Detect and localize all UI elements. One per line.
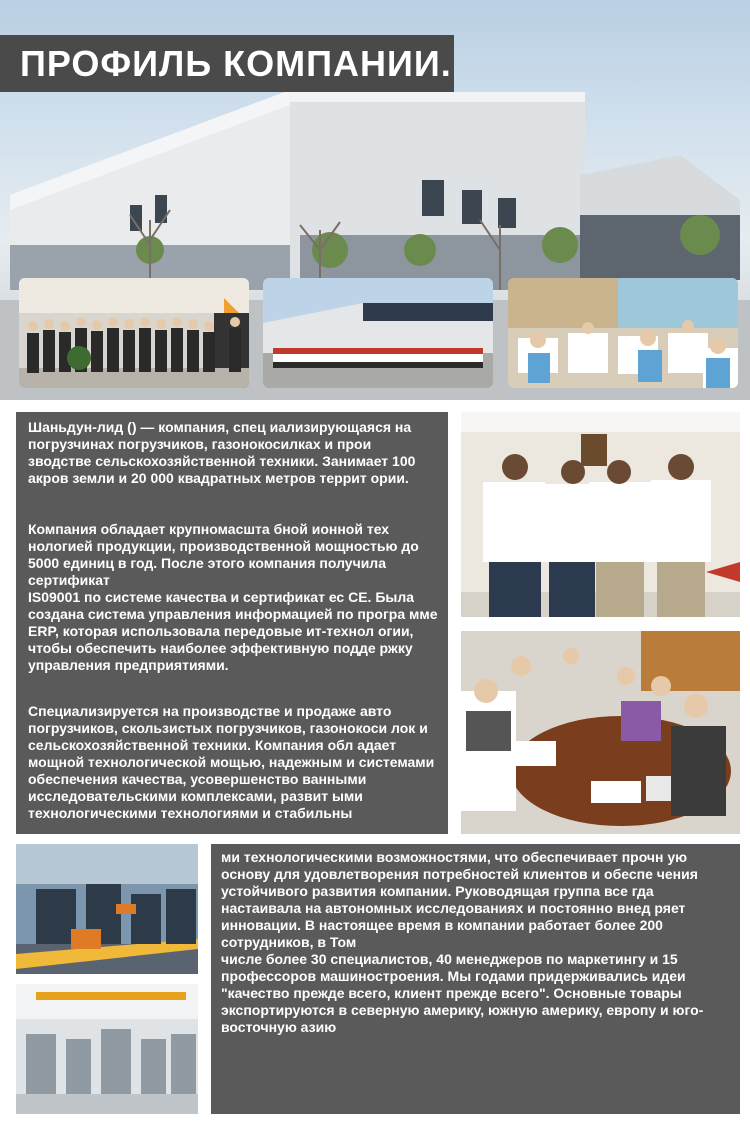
page-title: ПРОФИЛЬ КОМПАНИИ.	[20, 43, 452, 84]
company-description-panel-bottom	[211, 844, 740, 1114]
paragraph-continuation: ми технологическими возможностями, что обеспечивает прочн ую основу для удовлетворения потребностей клиентов и обеспе чения устойчивого развития компании. Руководящая группа все гда настаивала на автономных исследованиях и постоянно внед ряет инновации. В настоящее время в компании работает более 200 сотрудников, в Том числе более 30 специалистов, 40 менеджеров по маркетингу и 15 профессоров машиностроения. Мы годами придерживались идеи "качество прежде всего, клиент прежде всего". Основные товары экспортируются в северную америку, южную америку, европу и юго-восточную азию	[221, 849, 704, 1035]
page-title-box	[0, 35, 454, 92]
paragraph-intro: Шаньдун-лид () — компания, спец иализирующаяся на погрузчинах погрузчиков, газонокосилках и прои зводстве сельскохозяйственной техники. Занимает 100 акров земли и 20 000 квадратных метров террит ории.	[28, 419, 416, 486]
paragraph-specialization: Специализируется на производстве и продаже авто погрузчиков, скользистых погрузчиков, газонокоси лок и сельскохозяйственной техники. Компания обл адает мощной технологической мощью, надежным и системами обеспечения качества, усовершенство ванными исследовательскими комплексами, развит ыми технологическими технологиями и стабильны	[28, 703, 435, 821]
production-line-photo	[16, 844, 198, 974]
team-photo-lobby	[19, 278, 249, 388]
paragraph-capacity: Компания обладает крупномасшта бной ионной тех нологией продукции, производственной мощностью до 5000 единиц в год. После этого компания получила сертификат IS09001 по системе качества и сертификат ес CE. Была создана система управления информацией по програ мме ERP, которая использовала передовые ит-технол огии, чтобы обеспечить наиболее эффективную подде ржку управления предприятиями.	[28, 521, 438, 673]
meeting-photo	[461, 631, 740, 834]
training-room-photo	[508, 278, 738, 388]
workshop-photo	[16, 984, 198, 1114]
company-description-panel-top	[16, 412, 448, 834]
partners-photo	[461, 412, 740, 617]
hero-banner	[0, 0, 750, 400]
team-photo-factory	[263, 278, 493, 388]
